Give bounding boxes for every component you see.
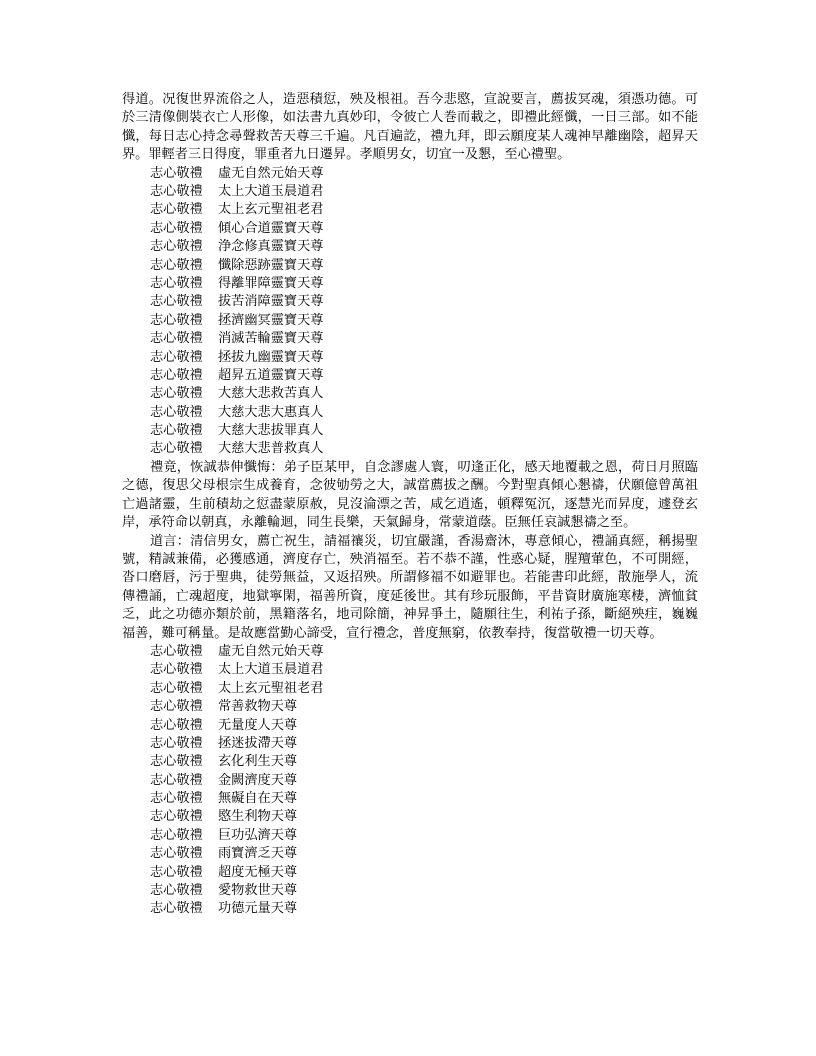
- litany-deity-title: 拯拔九幽靈寶天尊: [218, 349, 324, 365]
- litany-prefix: 志心敬禮: [150, 165, 203, 181]
- litany-deity-title: 大慈大悲大惠真人: [218, 404, 324, 420]
- litany-prefix: 志心敬禮: [150, 680, 203, 696]
- litany-item: [122, 808, 698, 826]
- document-page: [122, 91, 698, 919]
- litany-prefix: 志心敬禮: [150, 331, 203, 347]
- litany-item: [122, 367, 698, 385]
- litany-prefix: 志心敬禮: [150, 275, 203, 291]
- litany-deity-title: 常善救物天尊: [218, 699, 298, 715]
- litany-deity-title: 太上大道玉晨道君: [218, 184, 324, 200]
- litany-deity-title: 愍生利物天尊: [218, 809, 298, 825]
- litany-item: [122, 312, 698, 330]
- litany-prefix: 志心敬禮: [150, 772, 203, 788]
- litany-prefix: 志心敬禮: [150, 349, 203, 365]
- litany-deity-title: 拯濟幽冥靈寶天尊: [218, 312, 324, 328]
- litany-prefix: 志心敬禮: [150, 184, 203, 200]
- litany-prefix: 志心敬禮: [150, 827, 203, 843]
- litany-deity-title: 巨功弘濟天尊: [218, 827, 298, 843]
- litany-deity-title: 超度无極天尊: [218, 864, 298, 880]
- litany-prefix: 志心敬禮: [150, 312, 203, 328]
- litany-item: [122, 165, 698, 183]
- litany-deity-title: 玄化利生天尊: [218, 754, 298, 770]
- litany-item: [122, 275, 698, 293]
- litany-prefix: 志心敬禮: [150, 735, 203, 751]
- litany-item: [122, 385, 698, 403]
- litany-prefix: 志心敬禮: [150, 239, 203, 255]
- litany-prefix: 志心敬禮: [150, 404, 203, 420]
- litany-deity-title: 懺除惡跡靈寶天尊: [218, 257, 324, 273]
- litany-deity-title: 太上玄元聖祖老君: [218, 680, 324, 696]
- litany-prefix: 志心敬禮: [150, 901, 203, 917]
- litany-deity-title: 大慈大悲拔罪真人: [218, 423, 324, 439]
- litany-deity-title: 功德元量天尊: [218, 901, 298, 917]
- litany-item: [122, 643, 698, 661]
- litany-prefix: 志心敬禮: [150, 846, 203, 862]
- litany-prefix: 志心敬禮: [150, 423, 203, 439]
- litany-item: [122, 864, 698, 882]
- litany-item: [122, 827, 698, 845]
- litany-item: [122, 404, 698, 422]
- litany-item: [122, 680, 698, 698]
- litany-list-first: [122, 165, 698, 459]
- litany-prefix: 志心敬禮: [150, 294, 203, 310]
- litany-deity-title: 大慈大悲普救真人: [218, 441, 324, 457]
- litany-prefix: 志心敬禮: [150, 220, 203, 236]
- litany-item: [122, 293, 698, 311]
- litany-item: [122, 349, 698, 367]
- litany-deity-title: 虛无自然元始天尊: [218, 165, 324, 181]
- litany-prefix: 志心敬禮: [150, 386, 203, 402]
- litany-deity-title: 太上大道玉晨道君: [218, 662, 324, 678]
- litany-item: [122, 753, 698, 771]
- litany-deity-title: 消滅苦輪靈寶天尊: [218, 331, 324, 347]
- litany-item: [122, 735, 698, 753]
- litany-prefix: 志心敬禮: [150, 809, 203, 825]
- litany-deity-title: 无量度人天尊: [218, 717, 298, 733]
- litany-item: [122, 220, 698, 238]
- litany-item: [122, 882, 698, 900]
- litany-item: [122, 257, 698, 275]
- litany-prefix: 志心敬禮: [150, 883, 203, 899]
- paragraph-opening: 得道。况復世界流俗之人，造惡積愆，殃及根祖。吾今悲愍，宣說要言，薦拔冥魂，須憑功德。可於三清像側裝衣亡人形像，如法書九真妙印，令彼亡人巻而載之，即禮此經懺，一日三部。如不能懺，每日志心持念尋聲救苦天尊三千遍。凡百遍訖，禮九拜，即云願度某人魂神早離幽陰，超昇天界。罪輕者三日得度，罪重者九日遷昇。孝順男女，切宜一及懇，至心禮聖。: [122, 92, 698, 163]
- litany-item: [122, 845, 698, 863]
- litany-item: [122, 772, 698, 790]
- litany-deity-title: 大慈大悲救苦真人: [218, 386, 324, 402]
- litany-prefix: 志心敬禮: [150, 662, 203, 678]
- litany-prefix: 志心敬禮: [150, 441, 203, 457]
- litany-prefix: 志心敬禮: [150, 717, 203, 733]
- litany-item: [122, 238, 698, 256]
- litany-prefix: 志心敬禮: [150, 257, 203, 273]
- litany-item: [122, 201, 698, 219]
- litany-prefix: 志心敬禮: [150, 367, 203, 383]
- litany-deity-title: 浄念修真靈寶天尊: [218, 239, 324, 255]
- litany-prefix: 志心敬禮: [150, 202, 203, 218]
- litany-prefix: 志心敬禮: [150, 699, 203, 715]
- litany-deity-title: 太上玄元聖祖老君: [218, 202, 324, 218]
- litany-deity-title: 傾心合道靈寶天尊: [218, 220, 324, 236]
- litany-prefix: 志心敬禮: [150, 864, 203, 880]
- litany-prefix: 志心敬禮: [150, 754, 203, 770]
- litany-deity-title: 雨寶濟乏天尊: [218, 846, 298, 862]
- litany-item: [122, 717, 698, 735]
- litany-prefix: 志心敬禮: [150, 791, 203, 807]
- litany-item: [122, 698, 698, 716]
- litany-item: [122, 900, 698, 918]
- paragraph-dao-yan: 道言：清信男女，薦亡祝生，請福禳災，切宜嚴謹，香湯齋沐，專意傾心，禮誦真經，稱揚聖號，精誠兼備，必獲感通，濟度存亡，殃消福至。若不恭不謹，性惑心疑，腥羶葷色，不可開經，沓口磨唇，污于聖典，徒勞無益，又返招殃。所謂修福不如避罪也。若能書印此經，散施學人，流傳禮誦，亡魂超度，地獄寧閑，福善所資，度延後世。其有珍玩服飾，平昔資財廣施寒棲，濟恤貧乏，此之功德亦類於前，黑籍落名，地司除簡，神昇爭土，隨願往生，利祐子孫，斷絕殃疰，巍巍福善，難可稱量。是故應當勤心諦受，宣行禮念，普度無窮，依教奉持，復當敬禮一切天尊。: [122, 533, 698, 641]
- litany-list-second: [122, 643, 698, 919]
- litany-item: [122, 440, 698, 458]
- litany-deity-title: 無礙自在天尊: [218, 791, 298, 807]
- litany-item: [122, 183, 698, 201]
- litany-deity-title: 虛无自然元始天尊: [218, 643, 324, 659]
- litany-item: [122, 790, 698, 808]
- litany-deity-title: 拯迷拔滯天尊: [218, 735, 298, 751]
- litany-deity-title: 金闕濟度天尊: [218, 772, 298, 788]
- litany-item: [122, 422, 698, 440]
- litany-deity-title: 超昇五道靈寶天尊: [218, 367, 324, 383]
- litany-item: [122, 330, 698, 348]
- litany-deity-title: 拔苦消障靈寶天尊: [218, 294, 324, 310]
- litany-deity-title: 愛物救世天尊: [218, 883, 298, 899]
- litany-item: [122, 661, 698, 679]
- litany-prefix: 志心敬禮: [150, 643, 203, 659]
- litany-deity-title: 得離罪障靈寶天尊: [218, 275, 324, 291]
- paragraph-repentance: 禮竟，恢誠恭伸懺悔：弟子臣某甲，自念謬處人寰，叨逢正化，感天地覆載之恩，荷日月照臨之德，復思父母根宗生成養育，念彼劬勞之大，誠當薦拔之酬。今對聖真傾心懇禱，伏願億曾萬祖亡過諸靈，生前積劫之愆盡蒙原赦，見沒淪漂之苦，咸乞逍遙，頓釋冤沉，逐慧光而昇度，遽登玄岸，承符命以朝真，永離輪迴，同生長樂，天氣歸身，常蒙道蔭。臣無任哀誠懇禱之至。: [122, 459, 698, 531]
